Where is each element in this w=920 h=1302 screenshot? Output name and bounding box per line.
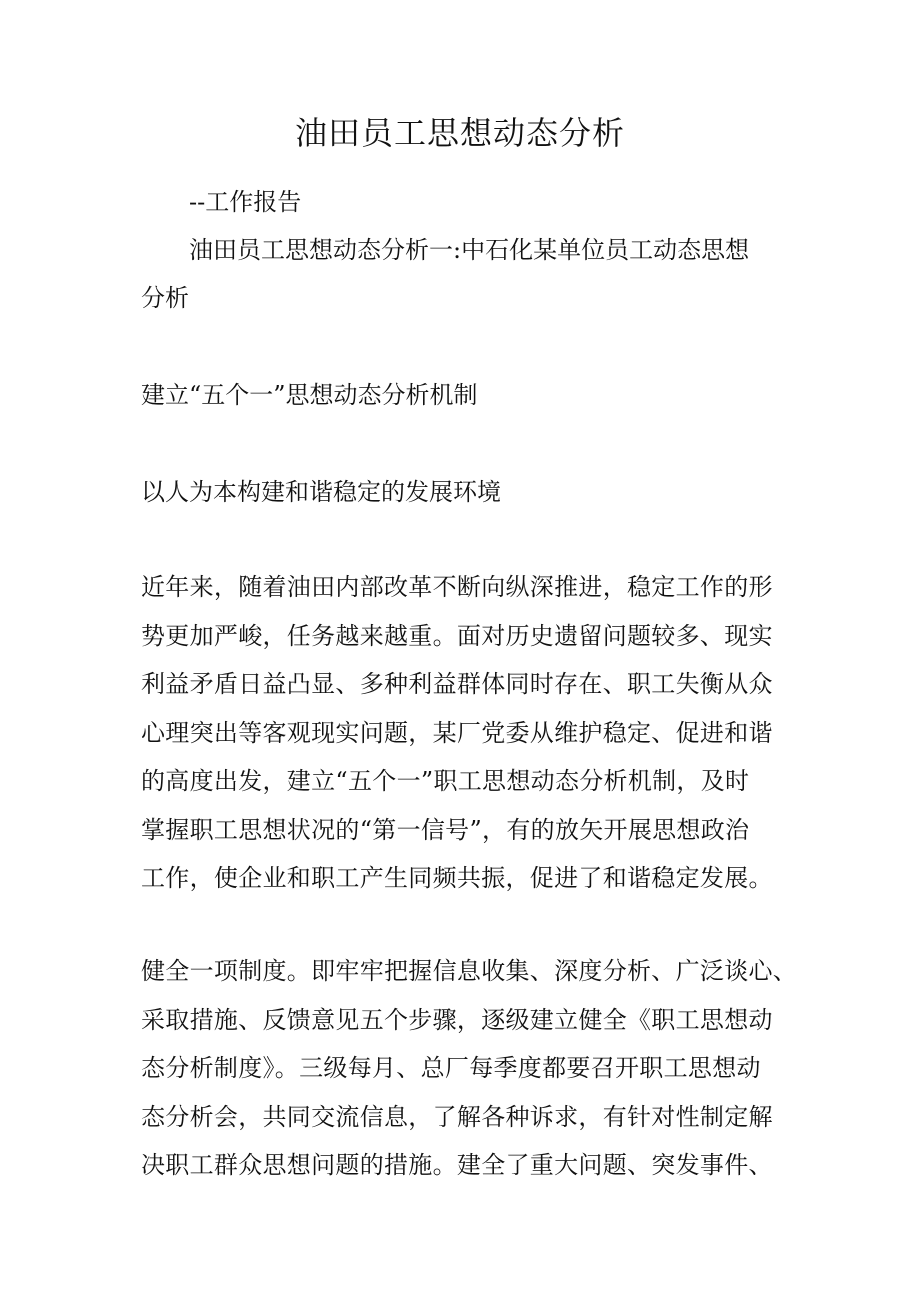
paragraph-system — [141, 947, 798, 1190]
paragraph-line: 态分析会，共同交流信息，了解各种诉求，有针对性制定解 — [141, 1102, 773, 1131]
intro-line-2: 分析 — [141, 284, 189, 312]
section-heading-mechanism: 建立“五个一”思想动态分析机制 — [141, 381, 478, 409]
paragraph-line: 心理突出等客观现实问题，某厂党委从维护稳定、促进和谐 — [141, 718, 773, 747]
paragraph-line: 采取措施、反馈意见五个步骤，逐级建立健全《职工思想动 — [141, 1005, 773, 1034]
paragraph-line: 势更加严峻，任务越来越重。面对历史遗留问题较多、现实 — [141, 621, 773, 650]
document-subtitle: --工作报告 — [189, 188, 302, 216]
document-title: 油田员工思想动态分析 — [294, 114, 625, 152]
paragraph-line: 掌握职工思想状况的“第一信号”，有的放矢开展思想政治 — [141, 815, 750, 844]
paragraph-line: 决职工群众思想问题的措施。建全了重大问题、突发事件、 — [141, 1151, 773, 1179]
paragraph-background — [141, 563, 781, 903]
paragraph-line: 态分析制度》。三级每月、总厂每季度都要召开职工思想动 — [141, 1054, 761, 1082]
paragraph-line: 的高度出发，建立“五个一”职工思想动态分析机制，及时 — [141, 767, 750, 795]
paragraph-line: 近年来，随着油田内部改革不断向纵深推进，稳定工作的形 — [141, 573, 773, 601]
paragraph-line: 工作，使企业和职工产生同频共振，促进了和谐稳定发展。 — [141, 864, 773, 892]
section-heading-environment: 以人为本构建和谐稳定的发展环境 — [141, 478, 501, 506]
paragraph-line: 健全一项制度。即牢牢把握信息收集、深度分析、广泛谈心、 — [141, 957, 798, 985]
intro-line-1: 油田员工思想动态分析一:中石化某单位员工动态思想 — [189, 236, 750, 264]
paragraph-line: 利益矛盾日益凸显、多种利益群体同时存在、职工失衡从众 — [141, 670, 773, 698]
